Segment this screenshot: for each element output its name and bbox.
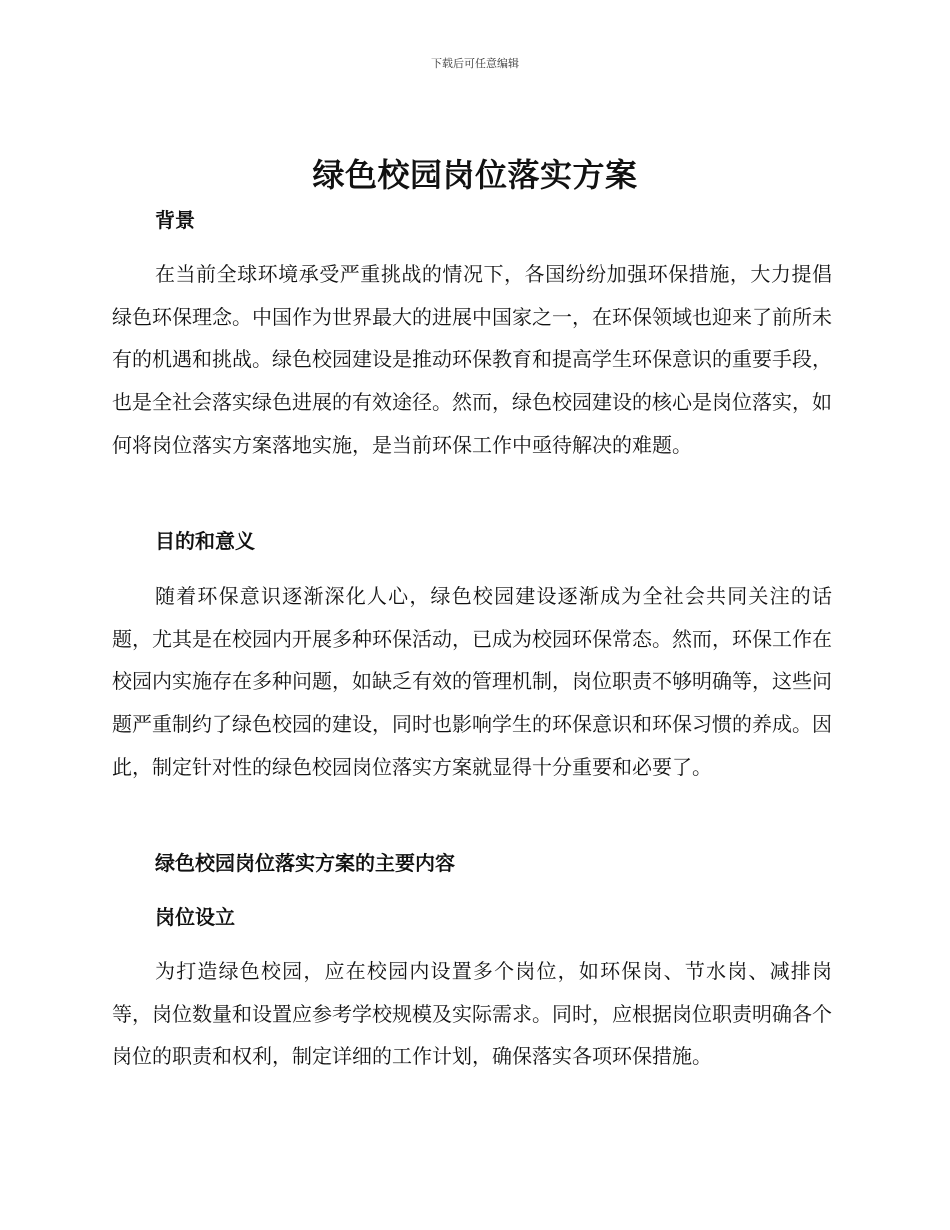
- section-paragraph-background: 在当前全球环境承受严重挑战的情况下，各国纷纷加强环保措施，大力提倡绿色环保理念。中国作为世界最大的进展中国家之一，在环保领域也迎来了前所未有的机遇和挑战。绿色校园建设是推动环保教育和提高学生环保意识的重要手段，也是全社会落实绿色进展的有效途径。然而，绿色校园建设的核心是岗位落实，如何将岗位落实方案落地实施，是当前环保工作中亟待解决的难题。: [112, 262, 832, 457]
- section-heading-post-setup: 岗位设立: [155, 905, 235, 929]
- document-title: 绿色校园岗位落实方案: [312, 156, 638, 194]
- section-heading-purpose: 目的和意义: [155, 529, 255, 553]
- section-heading-background: 背景: [155, 208, 195, 232]
- section-paragraph-post-setup: 为打造绿色校园，应在校园内设置多个岗位，如环保岗、节水岗、减排岗等，岗位数量和设置应参考学校规模及实际需求。同时，应根据岗位职责明确各个岗位的职责和权利，制定详细的工作计划，确保落实各项环保措施。: [112, 959, 832, 1069]
- section-heading-main-content: 绿色校园岗位落实方案的主要内容: [155, 851, 455, 875]
- section-paragraph-purpose: 随着环保意识逐渐深化人心，绿色校园建设逐渐成为全社会共同关注的话题，尤其是在校园内开展多种环保活动，已成为校园环保常态。然而，环保工作在校园内实施存在多种问题，如缺乏有效的管理机制，岗位职责不够明确等，这些问题严重制约了绿色校园的建设，同时也影响学生的环保意识和环保习惯的养成。因此，制定针对性的绿色校园岗位落实方案就显得十分重要和必要了。: [112, 584, 832, 779]
- page-header-note: 下载后可任意编辑: [431, 57, 519, 70]
